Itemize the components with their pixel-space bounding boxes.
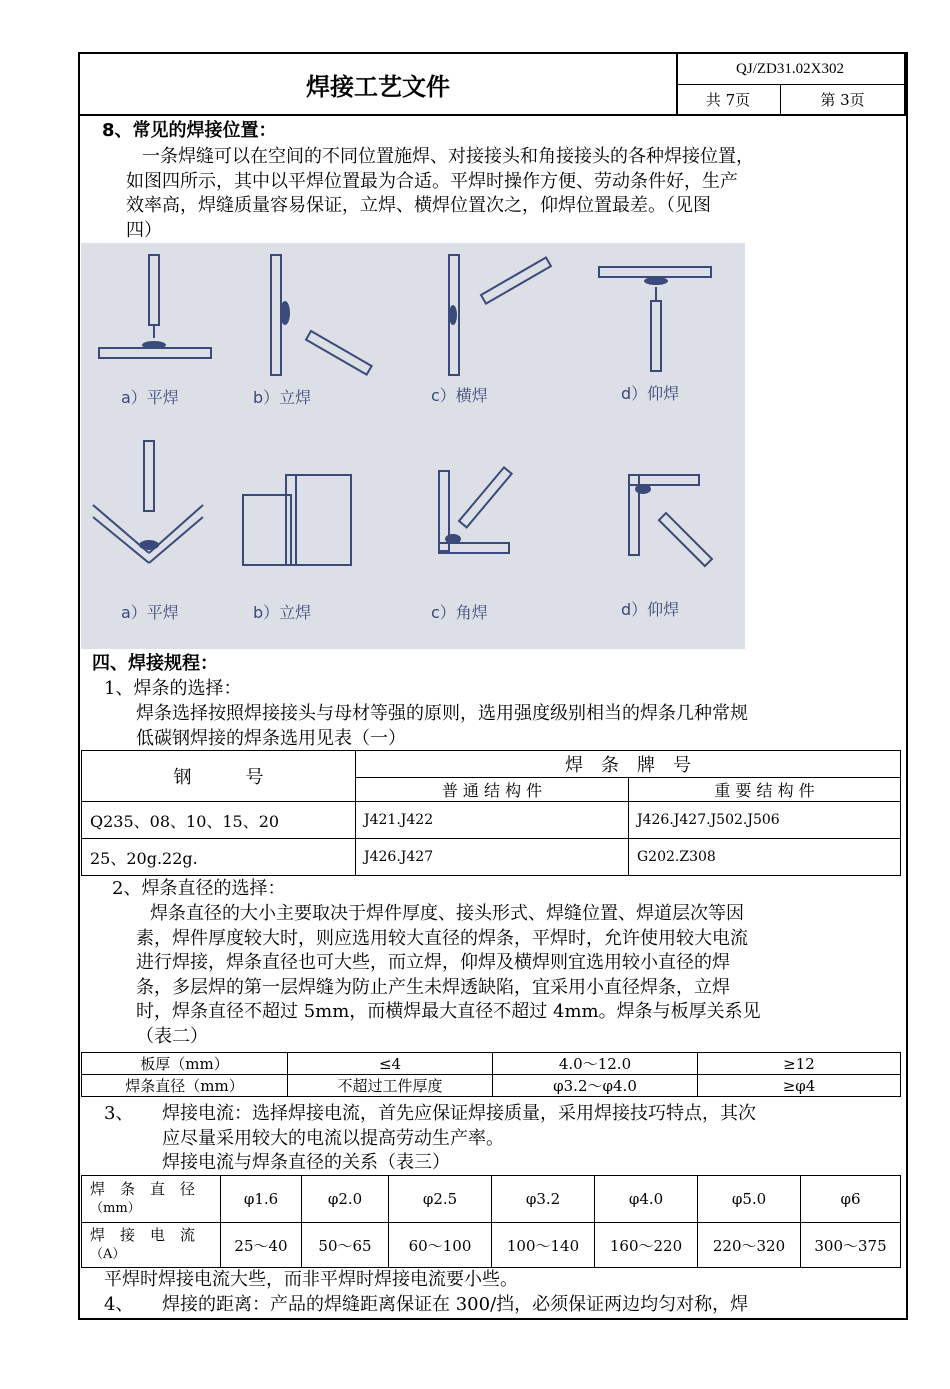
table-cell: φ3.2 <box>492 1176 595 1223</box>
table-cell: J426.J427 <box>356 839 629 876</box>
table-cell: G202.Z308 <box>629 839 901 876</box>
table-cell: 100～140 <box>492 1223 595 1268</box>
table-cell: 50～65 <box>302 1223 389 1268</box>
text-line: 条，多层焊的第一层焊缝为防止产生未焊透缺陷，宜采用小直径焊条，立焊 <box>136 976 730 998</box>
table-row <box>82 1223 901 1268</box>
figure-label-c2: c）角焊 <box>431 603 488 622</box>
current-note: 平焊时焊接电流大些，而非平焊时焊接电流要小些。 <box>104 1269 518 1290</box>
table-header-text: 焊 接 电 流 <box>90 1226 196 1244</box>
table-subheader-important: 重 要 结 构 件 <box>629 778 901 802</box>
table-cell: ≥12 <box>698 1053 901 1075</box>
table-cell: J421.J422 <box>356 802 629 839</box>
table-cell: φ2.0 <box>302 1176 389 1223</box>
table-cell: 60～100 <box>389 1223 492 1268</box>
table-cell: J426.J427.J502.J506 <box>629 802 901 839</box>
text-line: （表二） <box>136 1025 208 1047</box>
table-row <box>82 1053 901 1075</box>
text-line: 四） <box>126 219 162 241</box>
table-header-steel: 钢 号 <box>82 751 356 802</box>
figure-label-b2: b）立焊 <box>253 603 312 622</box>
table-row <box>82 839 901 876</box>
text-line: 一条焊缝可以在空间的不同位置施焊、对接接头和角接接头的各种焊接位置， <box>142 146 754 167</box>
table-cell: 4.0～12.0 <box>493 1053 698 1075</box>
table-subheader-normal: 普 通 结 构 件 <box>356 778 629 802</box>
table-cell: 160～220 <box>595 1223 698 1268</box>
item-2-body <box>136 902 900 1049</box>
table-header-rod: 焊 条 牌 号 <box>356 751 901 778</box>
table-row <box>82 1075 901 1097</box>
text-line: 焊接电流与焊条直径的关系（表三） <box>162 1152 450 1173</box>
section-4-heading: 四、焊接规程： <box>92 653 218 674</box>
item-2-title: 2、焊条直径的选择： <box>112 878 286 899</box>
text-line: 进行焊接，焊条直径也可大些，而立焊，仰焊及横焊则宜选用较小直径的焊 <box>136 952 730 973</box>
table-cell: ≤4 <box>288 1053 493 1075</box>
table-cell: 220～320 <box>698 1223 801 1268</box>
table-cell: 焊条直径（mm） <box>82 1075 288 1097</box>
document-header <box>78 52 906 116</box>
table-row-header <box>82 1223 221 1268</box>
item-4-number: 4、 <box>104 1294 134 1315</box>
text-line: 应尽量采用较大的电流以提高劳动生产率。 <box>162 1127 504 1149</box>
section-8-heading: 8、常见的焊接位置： <box>102 120 277 141</box>
table-cell: 25～40 <box>221 1223 302 1268</box>
figure-label-d1: d）仰焊 <box>621 384 680 403</box>
table-row <box>82 802 901 839</box>
current-diameter-table <box>81 1175 901 1268</box>
table-row <box>82 1176 901 1223</box>
table-cell: 300～375 <box>801 1223 901 1268</box>
figure-label-d2: d）仰焊 <box>621 600 680 619</box>
welding-positions-figure <box>81 243 745 649</box>
table-cell: φ5.0 <box>698 1176 801 1223</box>
table-row-header <box>82 1176 221 1223</box>
text-line: 焊条选择按照焊接接头与母材等强的原则，选用强度级别相当的焊条几种常规 <box>136 703 748 724</box>
table-cell: 板厚（mm） <box>82 1053 288 1075</box>
item-4-text: 焊接的距离：产品的焊缝距离保证在 300/挡，必须保证两边均匀对称，焊 <box>162 1294 749 1315</box>
table-header-unit: （A） <box>90 1247 126 1262</box>
document-code: QJ/ZD31.02X302 <box>676 54 904 85</box>
welding-positions-diagram <box>81 243 745 649</box>
text-line: 低碳钢焊接的焊条选用见表（一） <box>136 727 406 749</box>
figure-label-c1: c）横焊 <box>431 386 488 405</box>
text-line: 焊接电流：选择焊接电流，首先应保证焊接质量，采用焊接技巧特点，其次 <box>162 1103 756 1124</box>
text-line: 效率高，焊缝质量容易保证，立焊、横焊位置次之，仰焊位置最差。（见图 <box>126 195 711 216</box>
table-cell: 25、20g.22g. <box>82 839 356 876</box>
table-cell: φ3.2～φ4.0 <box>493 1075 698 1097</box>
figure-label-b1: b）立焊 <box>253 388 312 407</box>
table-cell: 不超过工件厚度 <box>288 1075 493 1097</box>
text-line: 如图四所示，其中以平焊位置最为合适。平焊时操作方便、劳动条件好，生产 <box>126 170 738 192</box>
table-cell: φ4.0 <box>595 1176 698 1223</box>
table-cell: φ6 <box>801 1176 901 1223</box>
item-1-title: 1、焊条的选择： <box>104 678 242 699</box>
figure-label-a2: a）平焊 <box>121 603 179 622</box>
item-3-number: 3、 <box>104 1103 134 1124</box>
page-number: 第 3页 <box>820 91 865 109</box>
table-cell: ≥φ4 <box>698 1075 901 1097</box>
electrode-selection-table <box>81 750 901 876</box>
table-header-unit: （mm） <box>90 1201 141 1216</box>
section-8-body <box>126 145 898 243</box>
table-cell: φ2.5 <box>389 1176 492 1223</box>
item-3-body <box>162 1102 900 1176</box>
total-pages: 共 7页 <box>676 85 781 114</box>
figure-label-a1: a）平焊 <box>121 388 179 407</box>
plate-thickness-table <box>81 1052 901 1097</box>
table-cell: φ1.6 <box>221 1176 302 1223</box>
text-line: 时，焊条直径不超过 5mm，而横焊最大直径不超过 4mm。焊条与板厚关系见 <box>136 1001 761 1022</box>
text-line: 素，焊件厚度较大时，则应选用较大直径的焊条，平焊时，允许使用较大电流 <box>136 927 748 949</box>
document-title: 焊接工艺文件 <box>80 54 678 114</box>
table-cell: Q235、08、10、15、20 <box>82 802 356 839</box>
item-1-body <box>136 702 900 751</box>
table-header-text: 焊 条 直 径 <box>90 1180 196 1198</box>
text-line: 焊条直径的大小主要取决于焊件厚度、接头形式、焊缝位置、焊道层次等因 <box>150 903 744 924</box>
